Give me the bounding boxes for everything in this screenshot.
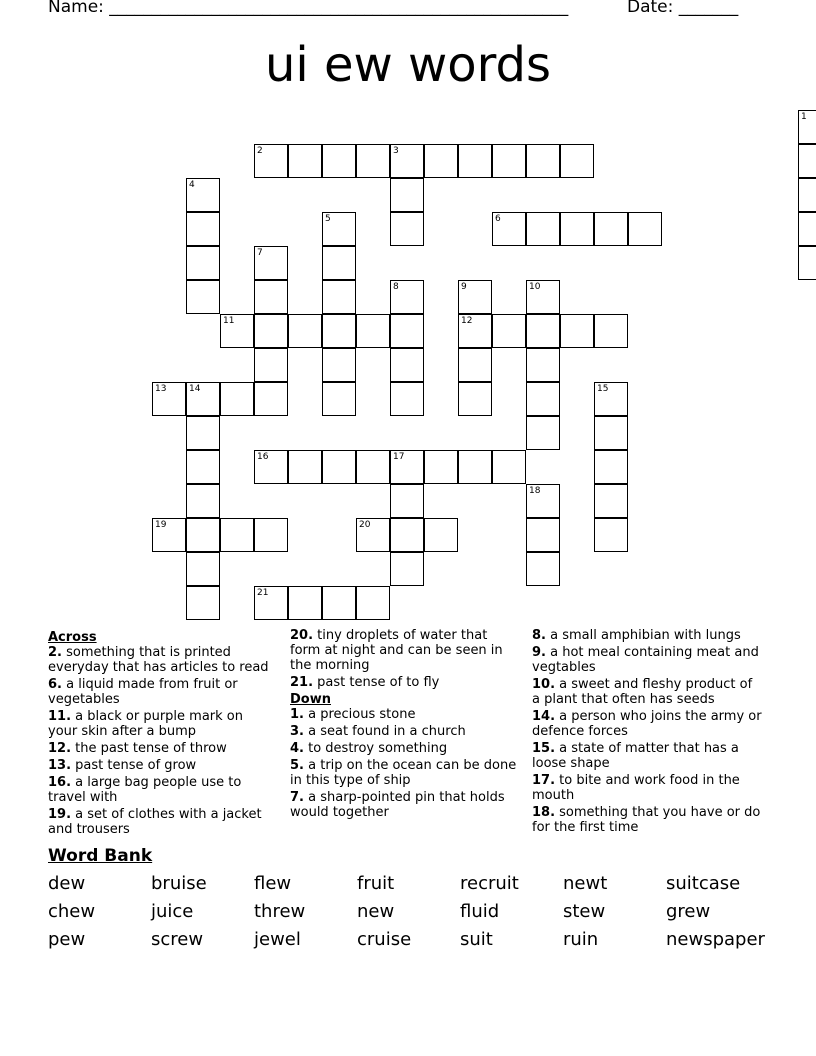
clue-text: a black or purple mark on your skin after a bump xyxy=(48,709,243,739)
grid-cell[interactable] xyxy=(458,314,492,348)
grid-cell[interactable] xyxy=(288,450,322,484)
clue xyxy=(290,758,518,788)
grid-cell[interactable] xyxy=(186,518,220,552)
clue-number: 6. xyxy=(48,677,62,692)
grid-cell[interactable] xyxy=(322,348,356,382)
grid-cell[interactable] xyxy=(322,246,356,280)
word-bank-item: dew xyxy=(48,873,86,894)
clue-number: 5. xyxy=(290,758,304,773)
grid-cell[interactable] xyxy=(186,246,220,280)
clue xyxy=(48,709,276,739)
section-heading: Across xyxy=(48,630,97,645)
grid-cell[interactable] xyxy=(254,450,288,484)
clue xyxy=(290,741,518,756)
grid-cell[interactable] xyxy=(356,450,390,484)
grid-cell[interactable] xyxy=(526,280,560,314)
grid-cell[interactable] xyxy=(220,314,254,348)
clue xyxy=(532,709,764,739)
grid-cell[interactable] xyxy=(390,450,424,484)
clue xyxy=(532,628,764,643)
grid-cell[interactable] xyxy=(186,416,220,450)
grid-cell[interactable] xyxy=(390,280,424,314)
clue-number: 17. xyxy=(532,773,556,788)
clues-column-3 xyxy=(532,628,764,837)
clue-text: a set of clothes with a jacket and trousers xyxy=(48,807,262,837)
clue xyxy=(532,773,764,803)
clue xyxy=(48,645,276,675)
clue-text: a large bag people use to travel with xyxy=(48,775,242,805)
grid-cell[interactable] xyxy=(492,450,526,484)
clue-text: to bite and work food in the mouth xyxy=(532,773,740,803)
clue-number: 4. xyxy=(290,741,304,756)
grid-cell[interactable] xyxy=(390,144,424,178)
clue-number: 19 xyxy=(155,520,167,530)
grid-cell[interactable] xyxy=(458,450,492,484)
grid-cell[interactable] xyxy=(254,586,288,620)
grid-cell[interactable] xyxy=(356,314,390,348)
clue-number: 12. xyxy=(48,741,72,756)
grid-cell[interactable] xyxy=(492,144,526,178)
word-bank-item: chew xyxy=(48,901,96,922)
clue xyxy=(290,707,518,722)
grid-cell[interactable] xyxy=(526,484,560,518)
clue xyxy=(290,724,518,739)
grid-cell[interactable] xyxy=(322,382,356,416)
clue-number: 16. xyxy=(48,775,72,790)
clue-number: 15 xyxy=(597,384,609,394)
clue-number: 2. xyxy=(48,645,62,660)
grid-cell[interactable] xyxy=(390,212,424,246)
word-bank-item: suitcase xyxy=(666,873,741,894)
grid-cell[interactable] xyxy=(458,348,492,382)
clue-number: 19. xyxy=(48,807,72,822)
grid-cell[interactable] xyxy=(356,144,390,178)
word-bank-item: suit xyxy=(460,929,493,950)
clue-text: a small amphibian with lungs xyxy=(545,628,741,643)
grid-cell[interactable] xyxy=(322,280,356,314)
grid-cell[interactable] xyxy=(390,484,424,518)
grid-cell[interactable] xyxy=(424,518,458,552)
grid-cell[interactable] xyxy=(798,212,816,246)
clue-number: 14. xyxy=(532,709,556,724)
clue-number: 9. xyxy=(532,645,546,660)
word-bank-item: jewel xyxy=(254,929,301,950)
grid-cell[interactable] xyxy=(526,348,560,382)
clue-number: 18. xyxy=(532,805,556,820)
grid-cell[interactable] xyxy=(390,518,424,552)
clue-text: tiny droplets of water that form at night and can be seen in the morning xyxy=(290,628,503,673)
grid-cell[interactable] xyxy=(526,144,560,178)
word-bank-item: newspaper xyxy=(666,929,765,950)
grid-cell[interactable] xyxy=(254,314,288,348)
grid-cell[interactable] xyxy=(322,450,356,484)
grid-cell[interactable] xyxy=(186,212,220,246)
grid-cell[interactable] xyxy=(424,144,458,178)
grid-cell[interactable] xyxy=(322,314,356,348)
grid-cell[interactable] xyxy=(254,382,288,416)
grid-cell[interactable] xyxy=(288,586,322,620)
grid-cell[interactable] xyxy=(526,416,560,450)
clue xyxy=(48,807,276,837)
word-bank-item: fluid xyxy=(460,901,500,922)
word-bank-item: grew xyxy=(666,901,711,922)
word-bank-item: newt xyxy=(563,873,608,894)
grid-cell[interactable] xyxy=(356,518,390,552)
word-bank-item: ruin xyxy=(563,929,599,950)
word-bank-item: threw xyxy=(254,901,306,922)
clues-column-1 xyxy=(48,628,276,839)
grid-cell[interactable] xyxy=(458,144,492,178)
grid-cell[interactable] xyxy=(798,110,816,144)
clue-number: 13. xyxy=(48,758,72,773)
grid-cell[interactable] xyxy=(254,348,288,382)
grid-cell[interactable] xyxy=(152,382,186,416)
clue-number: 3. xyxy=(290,724,304,739)
word-bank-item: cruise xyxy=(357,929,412,950)
clue-text: something that you have or do for the first time xyxy=(532,805,761,835)
clue-number: 10. xyxy=(532,677,556,692)
page-title: ui ew words xyxy=(264,37,552,93)
clue-number: 9 xyxy=(461,282,467,292)
clue-text: a sweet and fleshy product of a plant that often has seeds xyxy=(532,677,753,707)
clue-number: 1 xyxy=(801,112,807,122)
grid-cell[interactable] xyxy=(526,552,560,586)
grid-cell[interactable] xyxy=(390,382,424,416)
clue-number: 8. xyxy=(532,628,546,643)
grid-cell[interactable] xyxy=(798,144,816,178)
clue-number: 10 xyxy=(529,282,541,292)
clue xyxy=(532,741,764,771)
clue-text: past tense of grow xyxy=(71,758,197,773)
clue-number: 6 xyxy=(495,214,501,224)
clue-number: 7 xyxy=(257,248,263,258)
clue-text: a state of matter that has a loose shape xyxy=(532,741,739,771)
clue-number: 5 xyxy=(325,214,331,224)
grid-cell[interactable] xyxy=(594,212,628,246)
word-bank-item: flew xyxy=(254,873,292,894)
clue-text: a liquid made from fruit or vegetables xyxy=(48,677,238,707)
grid-cell[interactable] xyxy=(288,144,322,178)
grid-cell[interactable] xyxy=(220,518,254,552)
clue-number: 17 xyxy=(393,452,405,462)
word-bank-item: juice xyxy=(151,901,194,922)
clue-number: 15. xyxy=(532,741,556,756)
grid-cell[interactable] xyxy=(594,382,628,416)
clue xyxy=(290,675,518,690)
grid-cell[interactable] xyxy=(458,382,492,416)
clue-number: 7. xyxy=(290,790,304,805)
clue-number: 4 xyxy=(189,180,195,190)
word-bank-item: new xyxy=(357,901,395,922)
grid-cell[interactable] xyxy=(594,484,628,518)
grid-cell[interactable] xyxy=(186,178,220,212)
grid-cell[interactable] xyxy=(220,382,254,416)
clue-text: a precious stone xyxy=(303,707,416,722)
grid-cell[interactable] xyxy=(594,450,628,484)
grid-cell[interactable] xyxy=(186,586,220,620)
grid-cell[interactable] xyxy=(560,314,594,348)
clues-column-2 xyxy=(290,628,518,822)
grid-cell[interactable] xyxy=(186,484,220,518)
grid-cell[interactable] xyxy=(526,314,560,348)
grid-cell[interactable] xyxy=(526,212,560,246)
grid-cell[interactable] xyxy=(798,178,816,212)
word-bank-item: bruise xyxy=(151,873,207,894)
grid-cell[interactable] xyxy=(594,518,628,552)
clue-number: 3 xyxy=(393,146,399,156)
grid-cell[interactable] xyxy=(560,144,594,178)
clue-number: 14 xyxy=(189,384,201,394)
grid-cell[interactable] xyxy=(322,586,356,620)
grid-cell[interactable] xyxy=(186,382,220,416)
clue xyxy=(48,677,276,707)
grid-cell[interactable] xyxy=(492,212,526,246)
clue-number: 18 xyxy=(529,486,541,496)
clue-text: the past tense of throw xyxy=(71,741,227,756)
word-bank-item: recruit xyxy=(460,873,519,894)
clue xyxy=(290,628,518,673)
clue xyxy=(532,677,764,707)
grid-cell[interactable] xyxy=(594,416,628,450)
clue-number: 8 xyxy=(393,282,399,292)
clue-number: 12 xyxy=(461,316,473,326)
grid-cell[interactable] xyxy=(186,450,220,484)
section-heading: Down xyxy=(290,692,331,707)
grid-cell[interactable] xyxy=(186,280,220,314)
clue-number: 11. xyxy=(48,709,72,724)
grid-cell[interactable] xyxy=(322,212,356,246)
grid-cell[interactable] xyxy=(254,518,288,552)
grid-cell[interactable] xyxy=(254,144,288,178)
clue-number: 20 xyxy=(359,520,371,530)
grid-cell[interactable] xyxy=(390,314,424,348)
grid-cell[interactable] xyxy=(288,314,322,348)
grid-cell[interactable] xyxy=(254,246,288,280)
grid-cell[interactable] xyxy=(526,382,560,416)
grid-cell[interactable] xyxy=(390,552,424,586)
clue-number: 13 xyxy=(155,384,167,394)
clue-text: a person who joins the army or defence forces xyxy=(532,709,762,739)
grid-cell[interactable] xyxy=(356,586,390,620)
clue-text: a seat found in a church xyxy=(303,724,466,739)
clue xyxy=(48,741,276,756)
grid-cell[interactable] xyxy=(492,314,526,348)
clue xyxy=(532,805,764,835)
clue xyxy=(48,775,276,805)
clue-number: 21. xyxy=(290,675,314,690)
word-bank-item: screw xyxy=(151,929,204,950)
grid-cell[interactable] xyxy=(322,144,356,178)
clue-text: to destroy something xyxy=(303,741,448,756)
word-bank-item: stew xyxy=(563,901,606,922)
date-field[interactable]: Date: _______ xyxy=(627,0,739,17)
grid-cell[interactable] xyxy=(254,280,288,314)
clue-number: 11 xyxy=(223,316,235,326)
clue-number: 21 xyxy=(257,588,269,598)
word-bank-title: Word Bank xyxy=(48,846,153,866)
grid-cell[interactable] xyxy=(628,212,662,246)
grid-cell[interactable] xyxy=(560,212,594,246)
grid-cell[interactable] xyxy=(186,552,220,586)
grid-cell[interactable] xyxy=(458,280,492,314)
clue-text: a hot meal containing meat and vegtables xyxy=(532,645,759,675)
clue-number: 2 xyxy=(257,146,263,156)
clue-number: 16 xyxy=(257,452,269,462)
name-field[interactable]: Name: ______________________________________________________ xyxy=(48,0,569,17)
grid-cell[interactable] xyxy=(424,450,458,484)
clue xyxy=(290,790,518,820)
clue-text: a sharp-pointed pin that holds would together xyxy=(290,790,505,820)
word-bank-item: pew xyxy=(48,929,86,950)
clue-text: something that is printed everyday that has articles to read xyxy=(48,645,269,675)
grid-cell[interactable] xyxy=(152,518,186,552)
clue-text: a trip on the ocean can be done in this type of ship xyxy=(290,758,517,788)
clue xyxy=(532,645,764,675)
grid-cell[interactable] xyxy=(390,178,424,212)
clue xyxy=(48,758,276,773)
word-bank-item: fruit xyxy=(357,873,395,894)
clue-text: past tense of to fly xyxy=(313,675,440,690)
grid-cell[interactable] xyxy=(594,314,628,348)
clue-number: 20. xyxy=(290,628,314,643)
grid-cell[interactable] xyxy=(526,518,560,552)
clue-number: 1. xyxy=(290,707,304,722)
grid-cell[interactable] xyxy=(798,246,816,280)
grid-cell[interactable] xyxy=(390,348,424,382)
